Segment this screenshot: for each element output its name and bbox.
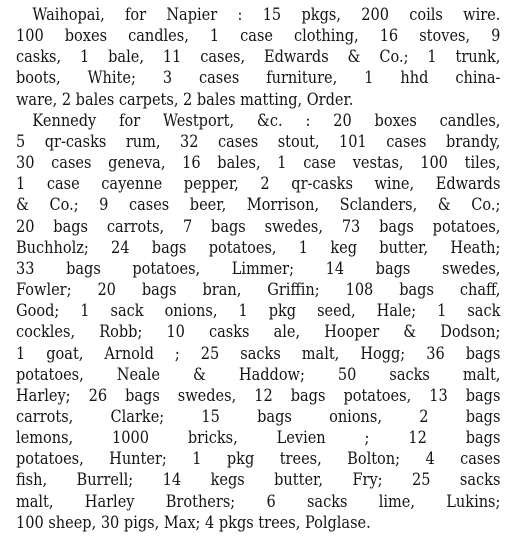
- text-line: Fowler; 20 bags bran, Griffin; 108 bags chaff,: [16, 279, 501, 300]
- text-line: Good; 1 sack onions, 1 pkg seed, Hale; 1 sack: [16, 300, 501, 321]
- text-line: potatoes, Hunter; 1 pkg trees, Bolton; 4 cases: [16, 448, 501, 469]
- text-line: Buchholz; 24 bags potatoes, 1 keg butter, Heath;: [16, 236, 501, 257]
- text-line: 33 bags potatoes, Limmer; 14 bags swedes,: [16, 257, 501, 278]
- text-line: Harley; 26 bags swedes, 12 bags potatoes, 13 bags: [16, 384, 501, 405]
- text-line: ware, 2 bales carpets, 2 bales matting, Order.: [16, 88, 354, 109]
- text-line: 30 cases geneva, 16 bales, 1 case vestas, 100 tiles,: [16, 152, 501, 173]
- text-line: lemons, 1000 bricks, Levien ; 12 bags: [16, 427, 501, 448]
- paragraph-waihopai: [16, 4, 499, 110]
- paragraph-kennedy: [16, 110, 499, 533]
- text-line: 1 case cayenne pepper, 2 qr-casks wine, Edwards: [16, 173, 501, 194]
- text-line: 1 goat, Arnold ; 25 sacks malt, Hogg; 36 bags: [16, 342, 501, 363]
- text-line: potatoes, Neale & Haddow; 50 sacks malt,: [16, 363, 501, 384]
- text-line: 20 bags carrots, 7 bags swedes, 73 bags potatoes,: [16, 215, 501, 236]
- text-line: 100 sheep, 30 pigs, Max; 4 pkgs trees, Polglase.: [16, 511, 371, 532]
- text-line: casks, 1 bale, 11 cases, Edwards & Co.; 1 trunk,: [16, 46, 501, 67]
- text-line: Kennedy for Westport, &c. : 20 boxes candles,: [32, 109, 501, 130]
- text-line: cockles, Robb; 10 casks ale, Hooper & Dodson;: [16, 321, 501, 342]
- text-line: fish, Burrell; 14 kegs butter, Fry; 25 sacks: [16, 469, 501, 490]
- text-line: carrots, Clarke; 15 bags onions, 2 bags: [16, 405, 501, 426]
- text-line: malt, Harley Brothers; 6 sacks lime, Lukins;: [16, 490, 501, 511]
- text-line: & Co.; 9 cases beer, Morrison, Sclanders, & Co.;: [16, 194, 501, 215]
- text-line: 100 boxes candles, 1 case clothing, 16 stoves, 9: [16, 25, 501, 46]
- text-line: boots, White; 3 cases furniture, 1 hhd china-: [16, 67, 501, 88]
- text-line: 5 qr-casks rum, 32 cases stout, 101 cases brandy,: [16, 130, 501, 151]
- text-line: Waihopai, for Napier : 15 pkgs, 200 coils wire.: [32, 4, 501, 24]
